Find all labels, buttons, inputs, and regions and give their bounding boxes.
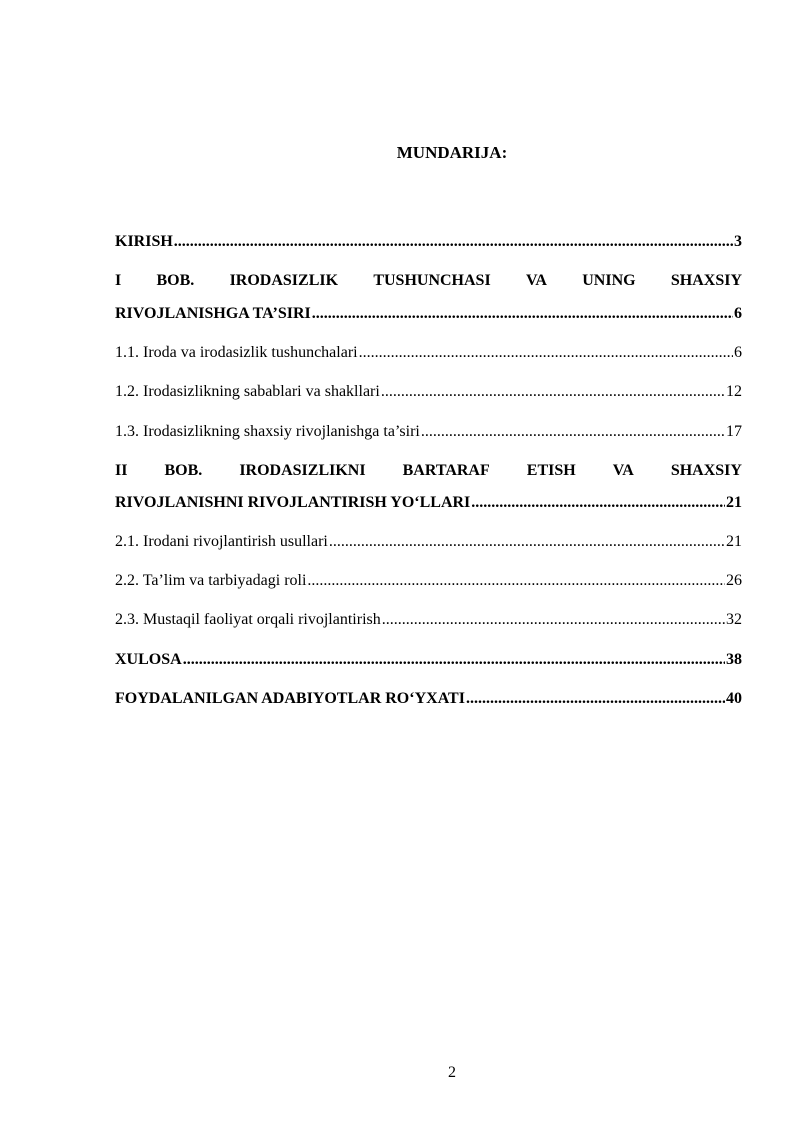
toc-page-number: 38 <box>726 651 742 668</box>
toc-entry-xulosa[interactable] <box>115 648 742 672</box>
toc-entry-chapter2-line1[interactable] <box>115 459 742 483</box>
toc-label: 2.3. Mustaqil faoliyat orqali rivojlantirish <box>115 611 381 628</box>
toc-leader-dots <box>471 491 725 515</box>
toc-page-number: 3 <box>734 233 742 250</box>
chapter2-word: II <box>115 462 128 479</box>
toc-entry-chapter2-line2[interactable] <box>115 491 742 515</box>
toc-page-number: 6 <box>734 305 742 322</box>
toc-label: 2.2. Ta’lim va tarbiyadagi roli <box>115 572 307 589</box>
toc-leader-dots <box>183 648 725 672</box>
toc-entry-2-1[interactable] <box>115 530 742 554</box>
chapter2-word: ETISH <box>526 462 576 479</box>
toc-label: 1.3. Irodasizlikning shaxsiy rivojlanishga ta’siri <box>115 423 420 440</box>
toc-label: XULOSA <box>115 651 182 668</box>
toc-leader-dots <box>382 608 725 632</box>
toc-label: RIVOJLANISHGA TA’SIRI <box>115 305 311 322</box>
chapter1-word: VA <box>525 272 547 289</box>
toc-entry-adabiyotlar[interactable] <box>115 687 742 711</box>
page-title: MUNDARIJA: <box>396 143 508 162</box>
chapter1-word: BOB. <box>156 272 195 289</box>
toc-page-number: 32 <box>726 611 742 628</box>
toc-page-number: 12 <box>726 383 742 400</box>
toc-entry-1-3[interactable] <box>115 420 742 444</box>
chapter1-word: SHAXSIY <box>670 272 742 289</box>
toc-page-number: 26 <box>726 572 742 589</box>
toc-leader-dots <box>307 569 725 593</box>
toc-page-number: 21 <box>726 494 742 511</box>
chapter2-word: BARTARAF <box>402 462 490 479</box>
toc-leader-dots <box>466 687 725 711</box>
chapter2-word: VA <box>612 462 634 479</box>
page-number: 2 <box>448 1064 456 1081</box>
toc-label: RIVOJLANISHNI RIVOJLANTIRISH YO‘LLARI <box>115 494 471 511</box>
toc-label: 2.1. Irodani rivojlantirish usullari <box>115 533 328 550</box>
toc-entry-1-1[interactable] <box>115 341 742 365</box>
toc-entry-2-2[interactable] <box>115 569 742 593</box>
toc-entry-chapter1-line2[interactable] <box>115 302 742 326</box>
chapter1-word: I <box>115 272 122 289</box>
toc-entry-2-3[interactable] <box>115 608 742 632</box>
chapter1-word: IRODASIZLIK <box>229 272 339 289</box>
toc-leader-dots <box>359 341 733 365</box>
toc-page-number: 21 <box>726 533 742 550</box>
toc-leader-dots <box>174 230 733 254</box>
toc-leader-dots <box>329 530 725 554</box>
toc-entry-kirish[interactable] <box>115 230 742 254</box>
chapter2-word: BOB. <box>164 462 203 479</box>
toc-page-number: 6 <box>734 344 742 361</box>
toc-label: 1.1. Iroda va irodasizlik tushunchalari <box>115 344 358 361</box>
toc-entry-chapter1-line1[interactable] <box>115 269 742 293</box>
chapter2-word: IRODASIZLIKNI <box>239 462 366 479</box>
toc-leader-dots <box>381 380 725 404</box>
toc-label: FOYDALANILGAN ADABIYOTLAR RO‘YXATI <box>115 690 465 707</box>
chapter1-word: UNING <box>582 272 636 289</box>
chapter1-word: TUSHUNCHASI <box>373 272 491 289</box>
toc-entry-1-2[interactable] <box>115 380 742 404</box>
toc-leader-dots <box>312 302 733 326</box>
toc-label: KIRISH <box>115 233 173 250</box>
toc-page-number: 40 <box>726 690 742 707</box>
toc-leader-dots <box>421 420 725 444</box>
chapter2-word: SHAXSIY <box>670 462 742 479</box>
toc-page-number: 17 <box>726 423 742 440</box>
toc-label: 1.2. Irodasizlikning sabablari va shakllari <box>115 383 380 400</box>
